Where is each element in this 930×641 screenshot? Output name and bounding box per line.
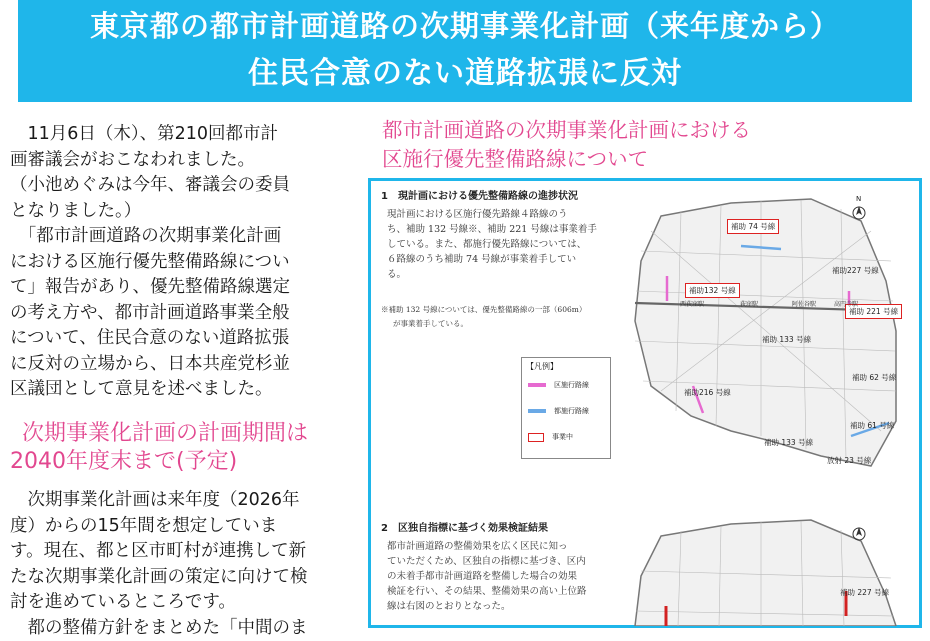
text-line: に反対の立場から、日本共産党杉並 <box>10 352 355 378</box>
doc-line: ６路線のうち補助 74 号線が事業着手してい <box>387 252 597 267</box>
figure-title-line: 区施行優先整備路線について <box>382 145 751 174</box>
text-line: における区施行優先整備路線につい <box>10 250 355 276</box>
route-label: 補助 62 号線 <box>851 371 897 384</box>
in-progress-swatch <box>528 433 544 442</box>
text-line: 画審議会がおこなわれました。 <box>10 148 355 174</box>
station-label: 荻窪駅 <box>739 298 759 309</box>
station-label: 高円寺駅 <box>833 298 859 309</box>
text-line: 次期事業化計画は来年度（2026年 <box>10 488 355 514</box>
section2-body <box>387 539 587 614</box>
doc-line: る。 <box>387 267 597 282</box>
doc-line: 線は右図のとおりとなった。 <box>387 599 587 614</box>
banner-subtitle: 住民合意のない道路拡張に反対 <box>18 48 912 92</box>
station-label: 西荻窪駅 <box>679 298 705 309</box>
title-banner <box>18 0 912 102</box>
text-line: 度）からの15年間を想定していま <box>10 514 355 540</box>
text-line: 都の整備方針をまとめた「中間のま <box>10 616 355 641</box>
section1-body <box>387 207 597 282</box>
section2-heading: 2 区独自指標に基づく効果検証結果 <box>381 521 548 536</box>
ward-map-2 <box>621 516 921 626</box>
text-line: て」報告があり、優先整備路線選定 <box>10 275 355 301</box>
ward-line-swatch <box>528 383 546 387</box>
text-line: 「都市計画道路の次期事業化計画 <box>10 224 355 250</box>
ward-boundary <box>635 520 896 626</box>
text-line: 区議団として意見を述べました。 <box>10 377 355 403</box>
section-subheading <box>10 420 360 476</box>
route-label: 補助 133 号線 <box>761 333 812 346</box>
subheading-line: 次期事業化計画の計画期間は <box>10 420 360 448</box>
map-legend <box>521 357 611 459</box>
doc-line: ていただくため、区独自の指標に基づき、区内 <box>387 554 587 569</box>
route-label: 補助216 号線 <box>683 386 732 399</box>
north-arrow <box>853 206 865 219</box>
text-line: 11月6日（木）、第210回都市計 <box>10 122 355 148</box>
doc-line: 検証を行い、その結果、整備効果の高い上位路 <box>387 584 587 599</box>
banner-title: 東京都の都市計画道路の次期事業化計画（来年度から） <box>18 4 912 45</box>
text-line: について、住民合意のない道路拡張 <box>10 326 355 352</box>
text-line: （小池めぐみは今年、審議会の委員 <box>10 173 355 199</box>
doc-line: 都市計画道路の整備効果を広く区民に知っ <box>387 539 587 554</box>
legend-item: 事業中 <box>528 432 573 442</box>
figure-title <box>382 116 751 174</box>
route-label: 放射 23 号線 <box>826 454 872 467</box>
text-line: となりました。） <box>10 199 355 225</box>
figure-title-line: 都市計画道路の次期事業化計画における <box>382 116 751 145</box>
section1-heading: 1 現計画における優先整備路線の進捗状況 <box>381 189 578 204</box>
doc-line: の未着手都市計画道路を整備した場合の効果 <box>387 569 587 584</box>
route-label: 補助 227 号線 <box>839 586 890 599</box>
doc-line: が事業着手している。 <box>381 317 586 331</box>
legend-item: 区施行路線 <box>528 380 589 390</box>
route-label-boxed: 補助132 号線 <box>685 283 740 298</box>
text-line: 討を進めているところです。 <box>10 590 355 616</box>
text-line: の考え方や、都市計画道路事業全般 <box>10 301 355 327</box>
route-label: 補助 133 号線 <box>763 436 814 449</box>
text-line: す。現在、都と区市町村が連携して新 <box>10 539 355 565</box>
doc-line: ※補助 132 号線については、優先整備路線の一部（606m） <box>381 303 586 317</box>
legend-title: 【凡例】 <box>526 361 558 372</box>
metro-line-swatch <box>528 409 546 413</box>
route-label-boxed: 補助 74 号線 <box>727 219 779 234</box>
north-arrow <box>853 527 865 540</box>
legend-item: 都施行路線 <box>528 406 589 416</box>
route-label: 補助 61 号線 <box>849 419 895 432</box>
intro-paragraph <box>10 122 355 403</box>
north-label: N <box>855 194 862 204</box>
doc-line: している。また、都施行優先路線については、 <box>387 237 597 252</box>
footnote <box>381 303 586 331</box>
route-label-boxed: 補助 221 号線 <box>845 304 902 319</box>
report-excerpt-panel <box>368 178 922 628</box>
station-label: 阿佐谷駅 <box>791 298 817 309</box>
text-line: たな次期事業化計画の策定に向けて検 <box>10 565 355 591</box>
plan-paragraph <box>10 488 355 641</box>
route-label: 補助227 号線 <box>831 264 880 277</box>
doc-line: 現計画における区施行優先路線４路線のう <box>387 207 597 222</box>
doc-line: ち、補助 132 号線※、補助 221 号線は事業着手 <box>387 222 597 237</box>
subheading-line: 2040年度末まで(予定) <box>10 448 360 476</box>
